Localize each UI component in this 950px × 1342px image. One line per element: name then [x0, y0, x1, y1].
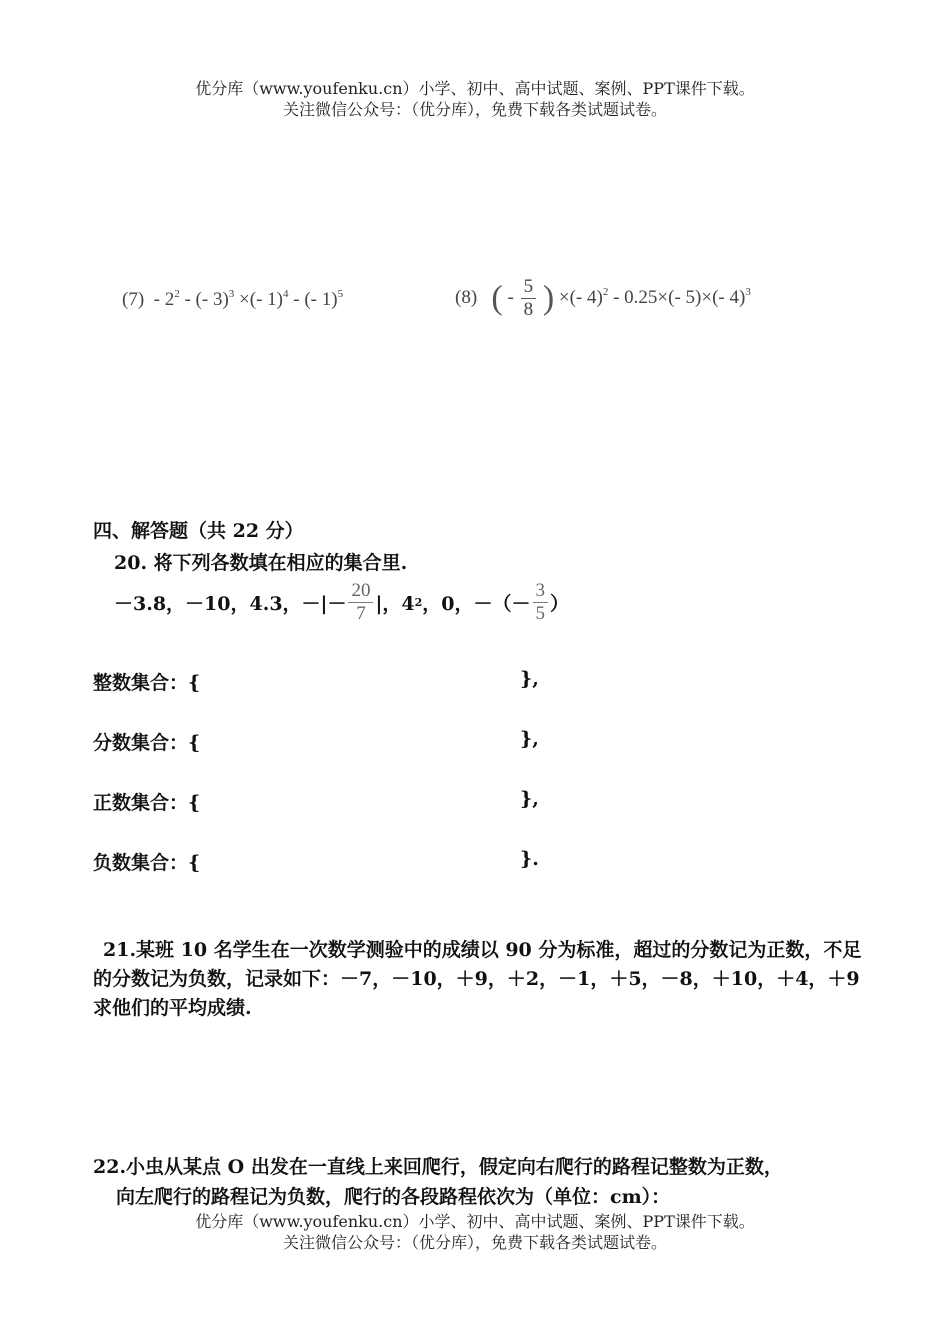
q20-fraction-2-num: 3: [533, 580, 549, 603]
problem-8-term-2: - 0.25×(- 5)×(- 4): [613, 286, 746, 308]
q20-list-part-d: ）: [550, 593, 570, 615]
problem-8-fraction: [521, 276, 537, 321]
problem-7-exp-4: 5: [337, 288, 344, 300]
set-fractions-end: },: [520, 728, 539, 750]
q20-square: 2: [414, 596, 423, 609]
problem-8-exp-2: 3: [745, 285, 751, 298]
q20-fraction-1-num: 20: [348, 580, 373, 603]
q22-line-1: 22.小虫从某点 O 出发在一直线上来回爬行，假定向右爬行的路程记整数为正数，: [93, 1156, 783, 1178]
page-footer: [0, 1211, 950, 1253]
q20-title: 20. 将下列各数填在相应的集合里.: [114, 552, 408, 574]
problem-7-exp-2: 3: [228, 288, 235, 300]
q20-number-list: [114, 580, 569, 625]
problem-7-exp-3: 4: [283, 288, 289, 300]
problem-7-term-4: - (- 1): [293, 289, 338, 310]
set-positive-label: 正数集合：{: [93, 792, 201, 814]
q22-line-2: 向左爬行的路程记为负数，爬行的各段路程依次为（单位：cm）：: [116, 1186, 671, 1208]
q20-list-part-a: －3.8，－10，4.3，－|－: [114, 593, 347, 615]
q21-text: 21.某班 10 名学生在一次数学测验中的成绩以 90 分为标准，超过的分数记为正数，不足的分数记为负数，记录如下：－7，－10，＋9，＋2，－1，＋5，－8，＋10，＋4，＋9 求他们的平均成绩.: [93, 939, 862, 1019]
problem-8-term-1: ×(- 4): [558, 286, 603, 308]
problem-7-label: (7): [122, 289, 145, 310]
problem-8-denominator: 8: [523, 299, 534, 320]
header-line-2: 关注微信公众号：（优分库），免费下载各类试题试卷。: [282, 100, 667, 119]
problem-8-paren-close: ): [542, 279, 555, 317]
set-negative-label: 负数集合：{: [93, 852, 201, 874]
set-positive-end: },: [520, 788, 539, 810]
section-4-title: 四、解答题（共 22 分）: [93, 520, 304, 542]
problem-7-term-2: - (- 3): [184, 289, 229, 310]
problem-8-exp-1: 2: [602, 285, 609, 298]
footer-line-2: 关注微信公众号：（优分库），免费下载各类试题试卷。: [282, 1233, 667, 1252]
problem-8-numerator: 5: [521, 276, 537, 299]
problem-8-label: (8): [455, 286, 478, 308]
problem-7-term-3: ×(- 1): [239, 289, 283, 310]
q20-fraction-1: [348, 580, 373, 625]
problem-7: [122, 288, 343, 311]
set-integers-end: },: [520, 668, 539, 690]
header-line-1: 优分库（www.youfenku.cn）小学、初中、高中试题、案例、PPT课件下载。: [195, 79, 755, 98]
problem-7-exp-1: 2: [174, 288, 180, 300]
q20-fraction-2-den: 5: [535, 603, 545, 624]
q20-list-part-c: ，0，－（－: [422, 593, 531, 615]
q20-fraction-1-den: 7: [356, 603, 366, 624]
problem-8-paren-open: (: [491, 279, 503, 317]
problem-8: [455, 276, 751, 321]
footer-line-1: 优分库（www.youfenku.cn）小学、初中、高中试题、案例、PPT课件下载。: [195, 1212, 755, 1231]
problem-7-term-1: - 2: [153, 289, 175, 310]
set-negative-end: }.: [520, 848, 539, 870]
page-header: [0, 78, 950, 120]
problem-8-minus: -: [507, 286, 514, 308]
set-integers-label: 整数集合：{: [93, 672, 201, 694]
set-fractions-label: 分数集合：{: [93, 732, 201, 754]
q20-list-part-b: |，4: [375, 593, 415, 615]
q20-fraction-2: [533, 580, 549, 625]
